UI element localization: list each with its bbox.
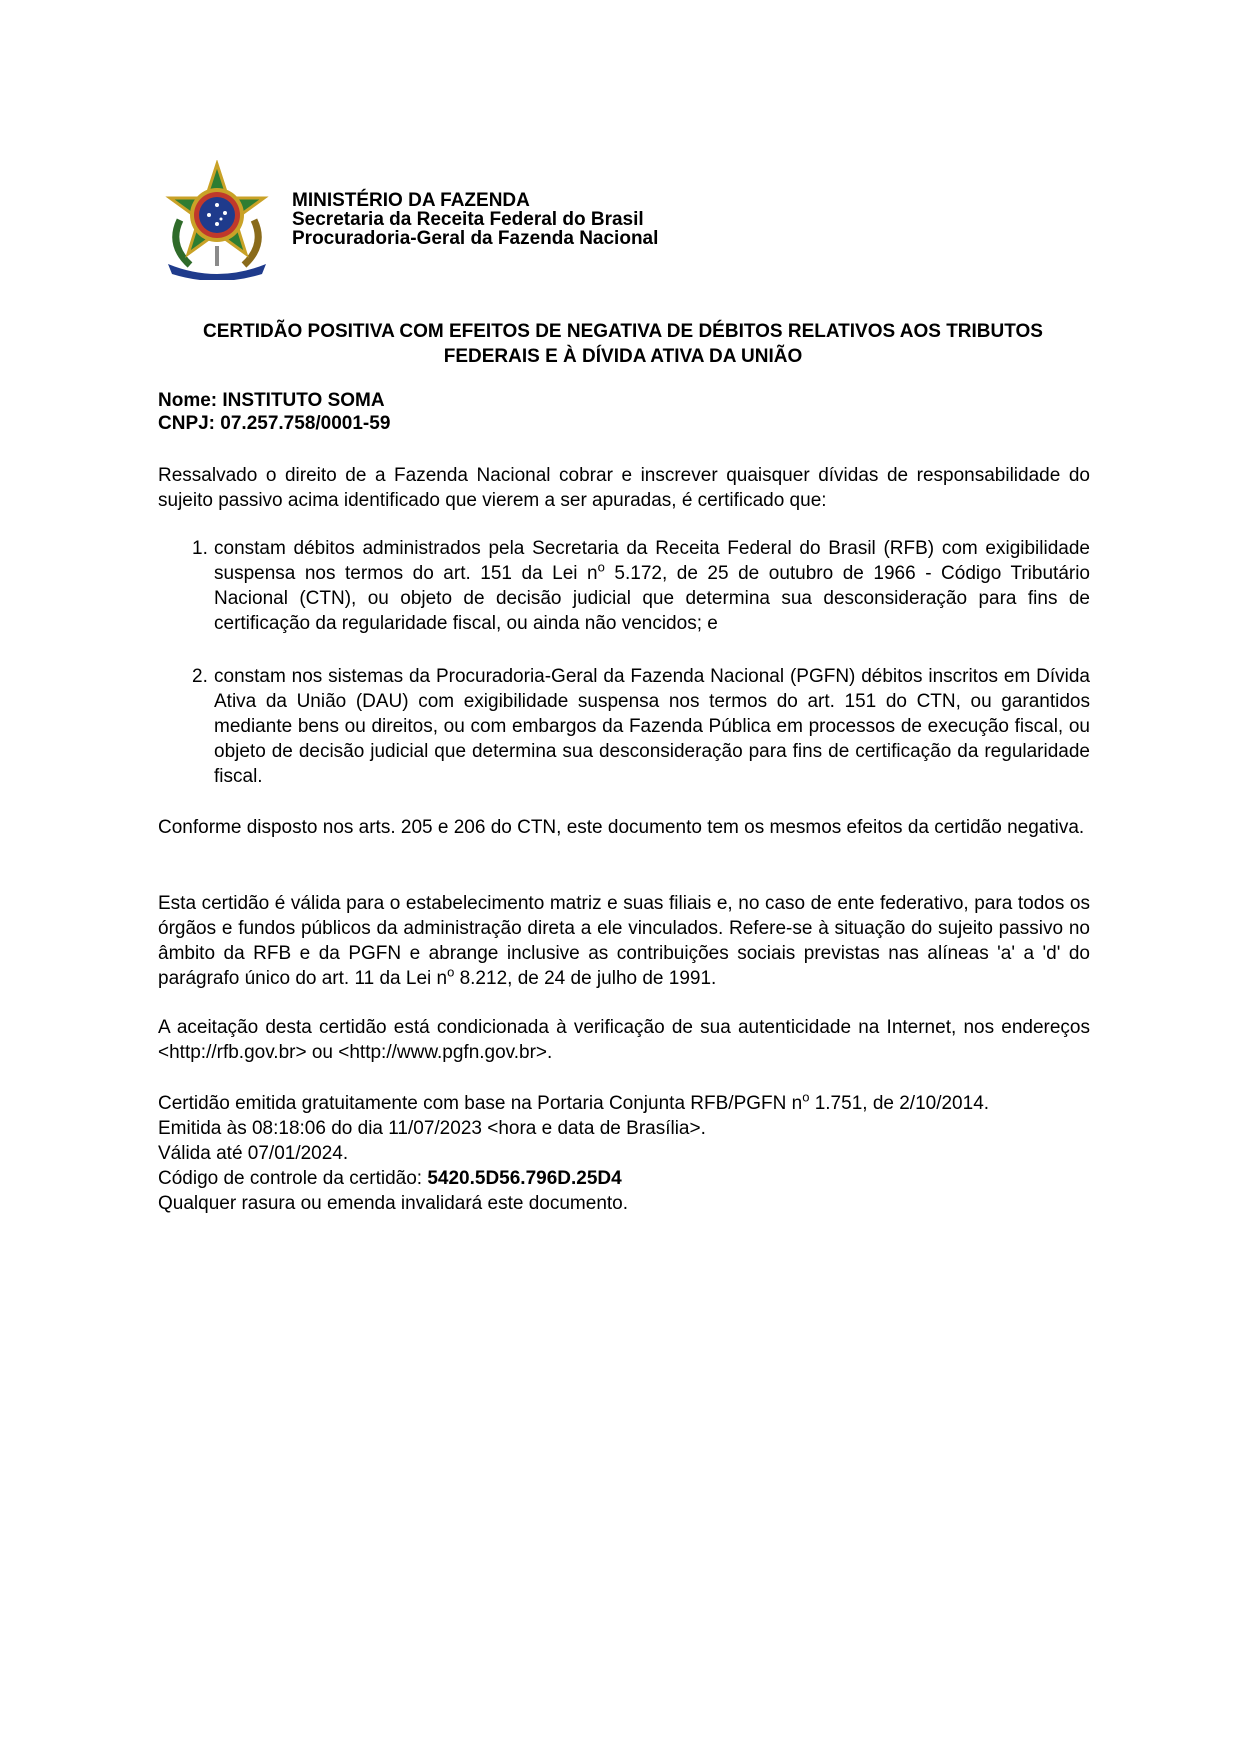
validade-paragraph: Esta certidão é válida para o estabelecimento matriz e suas filiais e, no caso de ente federativo, para todos os órgãos e fundos públicos da administração direta a ele vinculados. Refere-se à situação do sujeito passivo no âmbito da RFB e da PGFN e abrange inclusive as contribuições sociais previstas nas alíneas 'a' a 'd' do parágrafo único do art. 11 da Lei $n^o$ 8.212, de 24 de julho de 1991. [158,893,1090,989]
list-item-number: 2. [192,666,208,687]
emission-basis: Certidão emitida gratuitamente com base na Portaria Conjunta RFB/PGFN $n^o$ 1.751, de 2/10/2014. [158,1089,990,1114]
tamper-notice: Qualquer rasura ou emenda invalidará este documento. [158,1193,629,1214]
taxpayer-identification [158,389,390,435]
taxpayer-cnpj: CNPJ: 07.257.758/0001-59 [158,413,391,434]
control-code-line [158,1166,989,1191]
control-code-value: 5420.5D56.796D.25D4 [427,1168,622,1189]
list-item-1 [192,536,1090,636]
title-line-1: CERTIDÃO POSITIVA COM EFEITOS DE NEGATIVA DE DÉBITOS RELATIVOS AOS TRIBUTOS [203,321,1043,342]
title-line-2: FEDERAIS E À DÍVIDA ATIVA DA UNIÃO [443,346,803,367]
document-title [158,319,1088,369]
valid-until: Válida até 07/01/2024. [158,1143,349,1164]
brazil-coat-of-arms-icon [160,160,274,280]
intro-paragraph: Ressalvado o direito de a Fazenda Nacional cobrar e inscrever quaisquer dívidas de responsabilidade do sujeito passivo acima identificado que vierem a ser apuradas, é certificado que: [158,465,1090,511]
agency-block [292,191,658,248]
control-code-label: Código de controle da certidão: [158,1168,428,1189]
list-item-2 [192,664,1090,789]
emission-timestamp: Emitida às 08:18:06 do dia 11/07/2023 <hora e data de Brasília>. [158,1118,706,1139]
emission-details [158,1091,989,1216]
taxpayer-name: Nome: INSTITUTO SOMA [158,390,385,411]
ministry-name: MINISTÉRIO DA FAZENDA [292,190,530,211]
conforme-paragraph: Conforme disposto nos arts. 205 e 206 do CTN, este documento tem os mesmos efeitos da certidão negativa. [158,817,1085,838]
list-item-text: constam débitos administrados pela Secretaria da Receita Federal do Brasil (RFB) com exigibilidade suspensa nos termos do art. 151 da Lei $n^o$ 5.172, de 25 de outubro de 1966 - Código Tributário Nacional (CTN), ou objeto de decisão judicial que determina sua desconsideração para fins de certificação da regularidade fiscal, ou ainda não vencidos; e [214,538,1090,634]
document-header [160,160,1080,290]
list-item-number: 1. [192,538,208,559]
aceitacao-paragraph: A aceitação desta certidão está condicionada à verificação de sua autenticidade na Internet, nos endereços <http://rfb.gov.br> ou <http://www.pgfn.gov.br>. [158,1017,1090,1063]
list-item-text: constam nos sistemas da Procuradoria-Geral da Fazenda Nacional (PGFN) débitos inscritos em Dívida Ativa da União (DAU) com exigibilidade suspensa nos termos do art. 151 do CTN, ou garantidos mediante bens ou direitos, ou com embargos da Fazenda Pública em processos de execução fiscal, ou objeto de decisão judicial que determina sua desconsideração para fins de certificação da regularidade fiscal. [214,666,1090,787]
procuradoria-name: Procuradoria-Geral da Fazenda Nacional [292,228,659,249]
secretariat-name: Secretaria da Receita Federal do Brasil [292,209,644,230]
